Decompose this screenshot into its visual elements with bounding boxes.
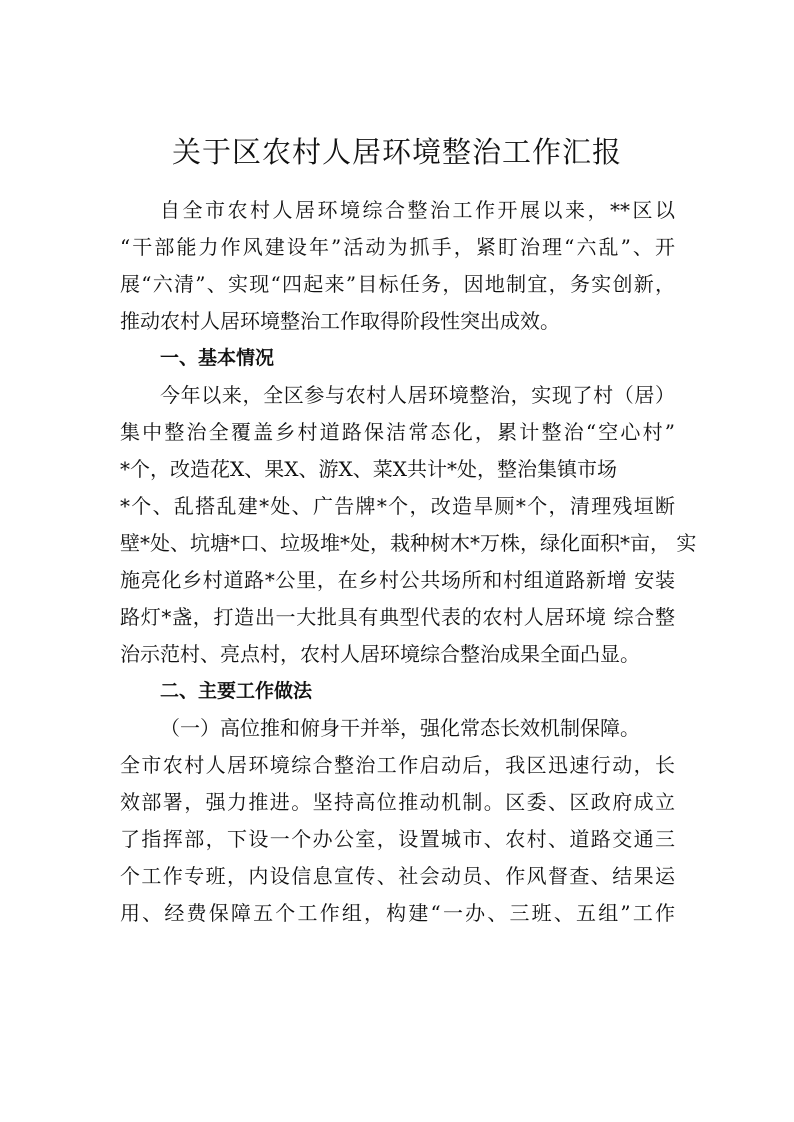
document-title: 关于区农村人居环境整治工作汇报 — [171, 135, 622, 169]
section2-line-4: 了指挥部，下设一个办公室，设置城市、农村、道路交通三 — [120, 827, 675, 851]
section2-line-3: 效部署，强力推进。坚持高位推动机制。区委、区政府成立 — [120, 790, 675, 814]
section2-line-2: 全市农村人居环境综合整治工作启动后，我区迅速行动，长 — [120, 753, 675, 777]
intro-line-2: “干部能力作风建设年”活动为抓手，紧盯治理“六乱”、开 — [120, 235, 675, 259]
intro-line-3: 展“六清”、实现“四起来”目标任务，因地制宜，务实创新， — [120, 272, 675, 296]
section1-line-7: 路灯*盏，打造出一大批具有典型代表的农村人居环境 综合整 — [120, 605, 675, 629]
intro-line-1: 自全市农村人居环境综合整治工作开展以来，**区以 — [160, 198, 675, 222]
section1-line-3: *个，改造花X、果X、游X、菜X共计*处，整治集镇市场 — [120, 457, 617, 481]
section1-line-1: 今年以来，全区参与农村人居环境整治，实现了村（居） — [160, 383, 675, 407]
section1-heading: 一、基本情况 — [160, 347, 275, 369]
section1-line-4: *个、乱搭乱建*处、广告牌*个，改造旱厕*个，清理残垣断 — [120, 494, 675, 518]
section2-line-5: 个工作专班，内设信息宣传、社会动员、作风督查、结果运 — [120, 864, 675, 888]
section2-line-6: 用、经费保障五个工作组，构建“一办、三班、五组”工作 — [120, 901, 675, 925]
section1-line-2: 集中整治全覆盖乡村道路保洁常态化，累计整治“空心村” — [120, 420, 675, 444]
intro-line-4: 推动农村人居环境整治工作取得阶段性突出成效。 — [120, 309, 560, 333]
section1-line-5: 壁*处、坑塘*口、垃圾堆*处，栽种树木*万株，绿化面积*亩， 实 — [120, 531, 697, 555]
section1-line-8: 治示范村、亮点村，农村人居环境综合整治成果全面凸显。 — [120, 642, 640, 666]
section2-line-1: （一）高位推和俯身干并举，强化常态长效机制保障。 — [160, 716, 640, 740]
section2-heading: 二、主要工作做法 — [160, 680, 313, 702]
section1-line-6: 施亮化乡村道路*公里，在乡村公共场所和村组道路新增 安装 — [120, 568, 675, 592]
